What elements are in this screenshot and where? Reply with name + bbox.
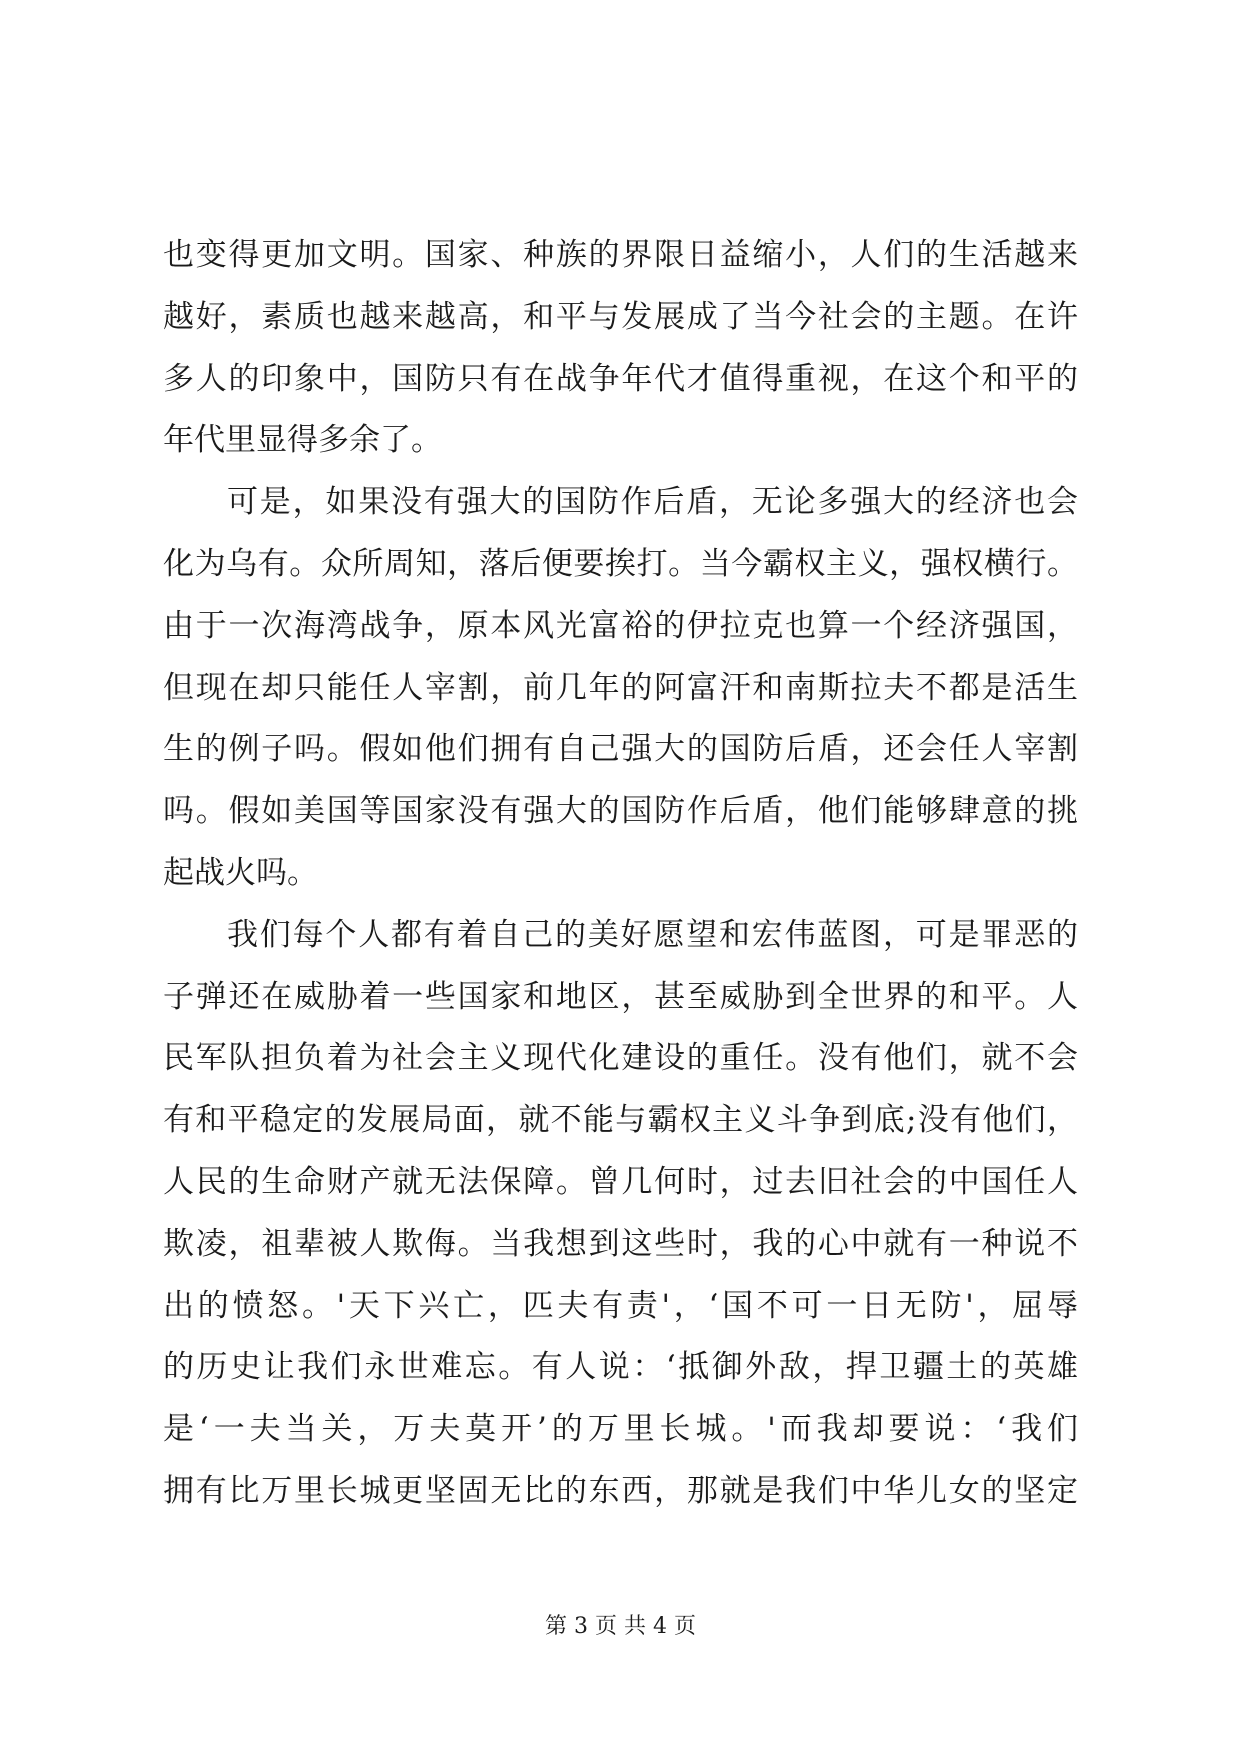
text-line: 化为乌有。众所周知，落后便要挨打。当今霸权主义，强权横行。 [163,545,1078,582]
paragraph [163,225,1078,472]
text-line: 拥有比万里长城更坚固无比的东西，那就是我们中华儿女的坚定 [163,1472,1078,1509]
text-line: 的历史让我们永世难忘。有人说：‘抵御外敌，捍卫疆土的英雄 [163,1349,1078,1386]
text-line: 欺凌，祖辈被人欺侮。当我想到这些时，我的心中就有一种说不 [163,1225,1078,1262]
text-line: 由于一次海湾战争，原本风光富裕的伊拉克也算一个经济强国， [163,607,1078,644]
document-body [163,225,1078,1523]
text-line: 可是，如果没有强大的国防作后盾，无论多强大的经济也会 [227,484,1078,521]
text-line: 起战火吗。 [163,854,318,891]
text-line: 越好，素质也越来越高，和平与发展成了当今社会的主题。在许 [163,298,1078,335]
text-line: 也变得更加文明。国家、种族的界限日益缩小，人们的生活越来 [163,237,1078,273]
page-footer: 第 3 页 共 4 页 [545,1614,696,1639]
text-line: 吗。假如美国等国家没有强大的国防作后盾，他们能够肆意的挑 [163,793,1078,830]
text-line: 多人的印象中，国防只有在战争年代才值得重视，在这个和平的 [163,360,1078,397]
text-line: 民军队担负着为社会主义现代化建设的重任。没有他们，就不会 [163,1040,1078,1077]
text-line: 年代里显得多余了。 [163,422,442,459]
text-line: 有和平稳定的发展局面，就不能与霸权主义斗争到底;没有他们， [163,1102,1078,1139]
text-line: 人民的生命财产就无法保障。曾几何时，过去旧社会的中国任人 [163,1163,1078,1200]
text-line: 但现在却只能任人宰割，前几年的阿富汗和南斯拉夫不都是活生 [163,669,1078,706]
text-line: 生的例子吗。假如他们拥有自己强大的国防后盾，还会任人宰割 [163,731,1078,768]
text-line: 出的愤怒。'天下兴亡，匹夫有责'，‘国不可一日无防'，屈辱 [163,1287,1078,1324]
text-line: 子弹还在威胁着一些国家和地区，甚至威胁到全世界的和平。人 [163,978,1078,1015]
paragraph [163,472,1078,905]
text-line: 我们每个人都有着自己的美好愿望和宏伟蓝图，可是罪恶的 [227,916,1078,953]
text-line: 是‘一夫当关，万夫莫开’的万里长城。'而我却要说：‘我们 [163,1411,1078,1448]
paragraph [163,905,1078,1523]
